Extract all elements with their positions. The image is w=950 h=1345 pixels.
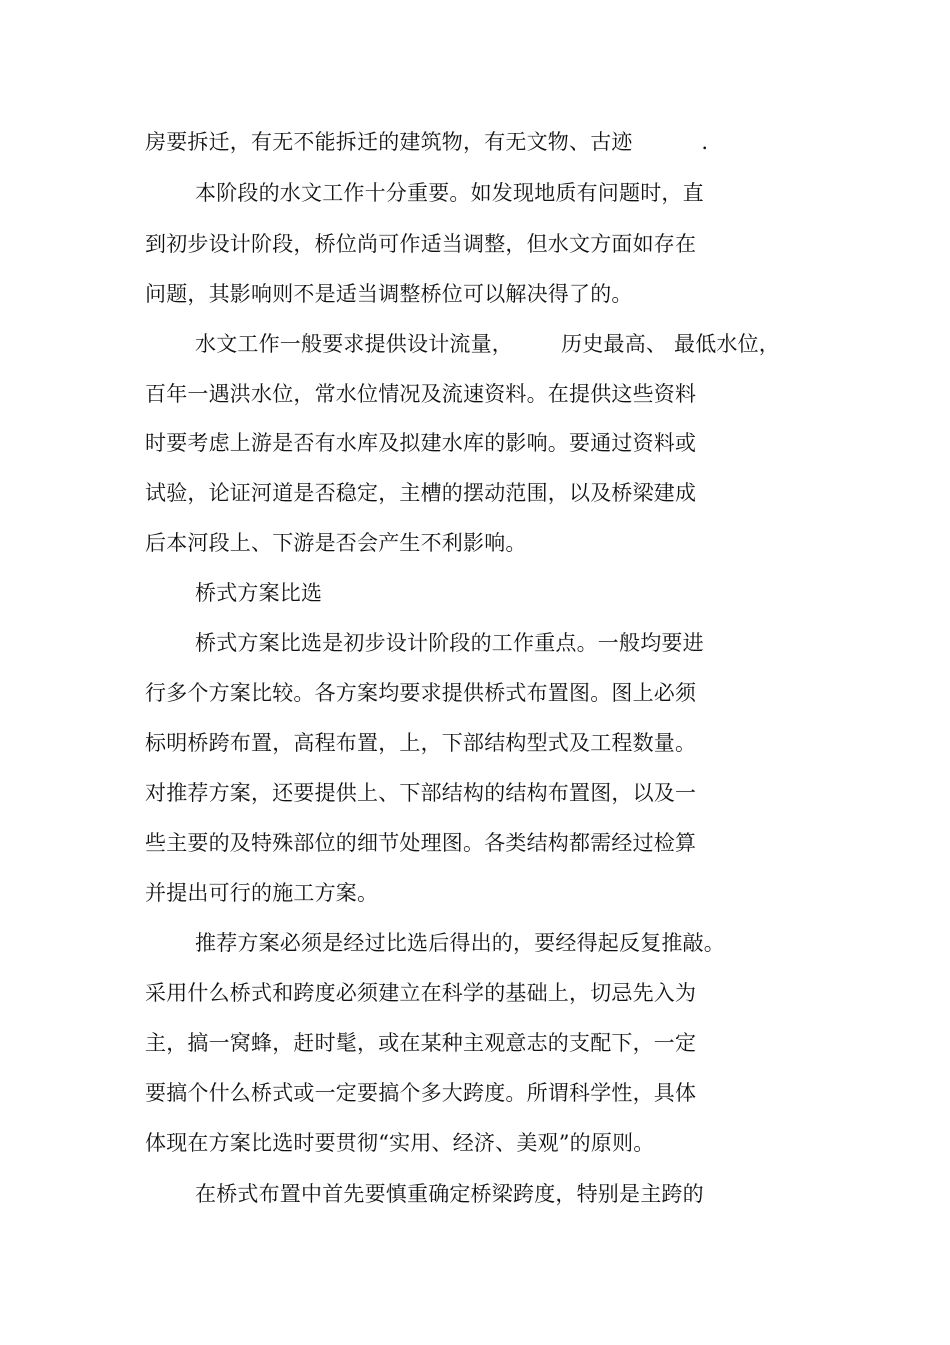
paragraph-start-line: 水文工作一般要求提供设计流量， 历史最高、 最低水位， <box>195 332 780 356</box>
paragraph-start-line: 桥式方案比选是初步设计阶段的工作重点。一般均要进 <box>195 631 704 655</box>
text-line: 房要拆迁，有无不能拆迁的建筑物，有无文物、古迹 . <box>145 130 709 154</box>
section-heading: 桥式方案比选 <box>195 581 323 605</box>
text-line: 问题，其影响则不是适当调整桥位可以解决得了的。 <box>145 282 633 306</box>
text-line: 体现在方案比选时要贯彻“实用、经济、美观”的原则。 <box>145 1131 655 1155</box>
text-line: 时要考虑上游是否有水库及拟建水库的影响。要通过资料或 <box>145 431 697 455</box>
text-line: 采用什么桥式和跨度必须建立在科学的基础上，切忌先入为 <box>145 981 697 1005</box>
text-line: 百年一遇洪水位，常水位情况及流速资料。在提供这些资料 <box>145 382 697 406</box>
text-line: 到初步设计阶段，桥位尚可作适当调整，但水文方面如存在 <box>145 232 697 256</box>
text-line: 后本河段上、下游是否会产生不利影响。 <box>145 531 527 555</box>
paragraph-start-line: 在桥式布置中首先要慎重确定桥梁跨度，特别是主跨的 <box>195 1182 704 1206</box>
paragraph-start-line: 本阶段的水文工作十分重要。如发现地质有问题时，直 <box>195 181 704 205</box>
text-line: 主，搞一窝蜂，赶时髦，或在某种主观意志的支配下，一定 <box>145 1031 697 1055</box>
text-line: 要搞个什么桥式或一定要搞个多大跨度。所谓科学性，具体 <box>145 1081 697 1105</box>
text-line: 试验，论证河道是否稳定，主槽的摆动范围，以及桥梁建成 <box>145 481 697 505</box>
text-line: 并提出可行的施工方案。 <box>145 881 379 905</box>
paragraph-start-line: 推荐方案必须是经过比选后得出的，要经得起反复推敲。 <box>195 931 725 955</box>
text-line: 对推荐方案，还要提供上、下部结构的结构布置图，以及一 <box>145 781 697 805</box>
text-line: 标明桥跨布置，高程布置，上，下部结构型式及工程数量。 <box>145 731 697 755</box>
text-line: 行多个方案比较。各方案均要求提供桥式布置图。图上必须 <box>145 681 697 705</box>
text-line: 些主要的及特殊部位的细节处理图。各类结构都需经过检算 <box>145 831 697 855</box>
